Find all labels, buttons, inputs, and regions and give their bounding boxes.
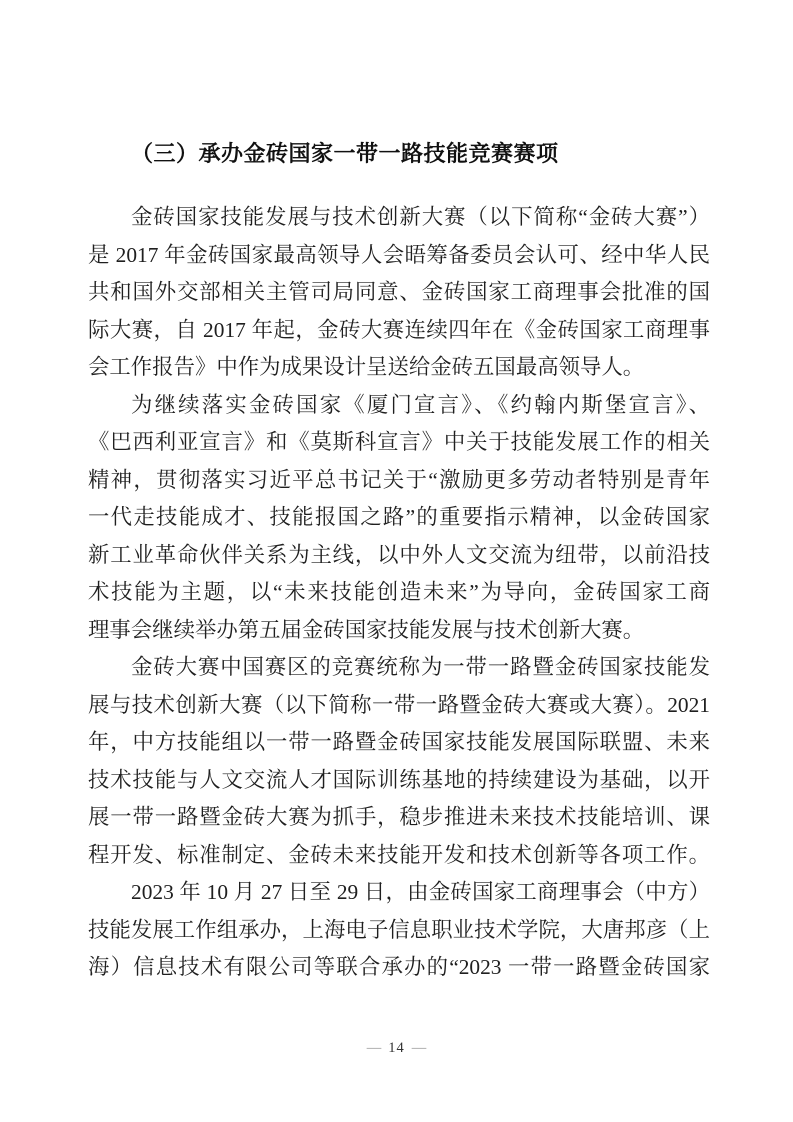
page-footer xyxy=(0,1038,793,1058)
page-number: 14 xyxy=(388,1040,405,1056)
paragraph-1-line-5: 会工作报告》中作为成果设计呈送给金砖五国最高领导人。 xyxy=(88,355,645,379)
paragraph-1-line-4: 际大赛，自 2017 年起，金砖大赛连续四年在《金砖国家工商理事 xyxy=(88,317,710,342)
paragraph-2-line-5: 新工业革命伙伴关系为主线，以中外人文交流为纽带，以前沿技 xyxy=(88,542,710,567)
paragraph-4 xyxy=(88,874,710,987)
paragraph-1 xyxy=(88,199,710,387)
paragraph-3-line-4: 技术技能与人文交流人才国际训练基地的持续建设为基础，以开 xyxy=(88,767,710,792)
paragraph-2-line-4: 一代走技能成才、技能报国之路”的重要指示精神，以金砖国家 xyxy=(88,505,710,529)
paragraph-4-line-3: 海）信息技术有限公司等联合承办的“2023 一带一路暨金砖国家 xyxy=(88,955,710,979)
paragraph-3-line-3: 年，中方技能组以一带一路暨金砖国家技能发展国际联盟、未来 xyxy=(88,730,710,754)
paragraph-2-line-1: 为继续落实金砖国家《厦门宣言》、《约翰内斯堡宣言》、 xyxy=(131,392,710,417)
paragraph-1-line-2: 是 2017 年金砖国家最高领导人会晤筹备委员会认可、经中华人民 xyxy=(88,242,710,267)
paragraph-3-line-1: 金砖大赛中国赛区的竞赛统称为一带一路暨金砖国家技能发 xyxy=(131,655,710,679)
paragraph-2-line-2: 《巴西利亚宣言》和《莫斯科宣言》中关于技能发展工作的相关 xyxy=(88,430,710,454)
footer-dash-left: — xyxy=(366,1040,382,1056)
paragraph-2-line-3: 精神，贯彻落实习近平总书记关于“激励更多劳动者特别是青年 xyxy=(88,467,710,492)
paragraph-3-line-5: 展一带一路暨金砖大赛为抓手，稳步推进未来技术技能培训、课 xyxy=(88,805,710,829)
footer-dash-right: — xyxy=(411,1040,427,1056)
paragraph-4-line-2: 技能发展工作组承办，上海电子信息职业技术学院，大唐邦彦（上 xyxy=(88,917,710,942)
paragraph-3-line-2: 展与技术创新大赛（以下简称一带一路暨金砖大赛或大赛）。2021 xyxy=(88,692,710,717)
paragraph-4-line-1: 2023 年 10 月 27 日至 29 日，由金砖国家工商理事会（中方） xyxy=(131,880,710,904)
paragraph-2-line-7: 理事会继续举办第五届金砖国家技能发展与技术创新大赛。 xyxy=(88,617,645,642)
document-body xyxy=(88,199,710,987)
paragraph-1-line-3: 共和国外交部相关主管司局同意、金砖国家工商理事会批准的国 xyxy=(88,280,710,304)
paragraph-2 xyxy=(88,387,710,650)
section-heading: （三）承办金砖国家一带一路技能竞赛赛项 xyxy=(131,141,559,166)
paragraph-1-line-1: 金砖国家技能发展与技术创新大赛（以下简称“金砖大赛”） xyxy=(131,205,710,229)
paragraph-2-line-6: 术技能为主题，以“未来技能创造未来”为导向，金砖国家工商 xyxy=(88,580,710,604)
page-content xyxy=(88,135,710,987)
paragraph-3 xyxy=(88,649,710,874)
paragraph-3-line-6: 程开发、标准制定、金砖未来技能开发和技术创新等各项工作。 xyxy=(88,842,710,867)
